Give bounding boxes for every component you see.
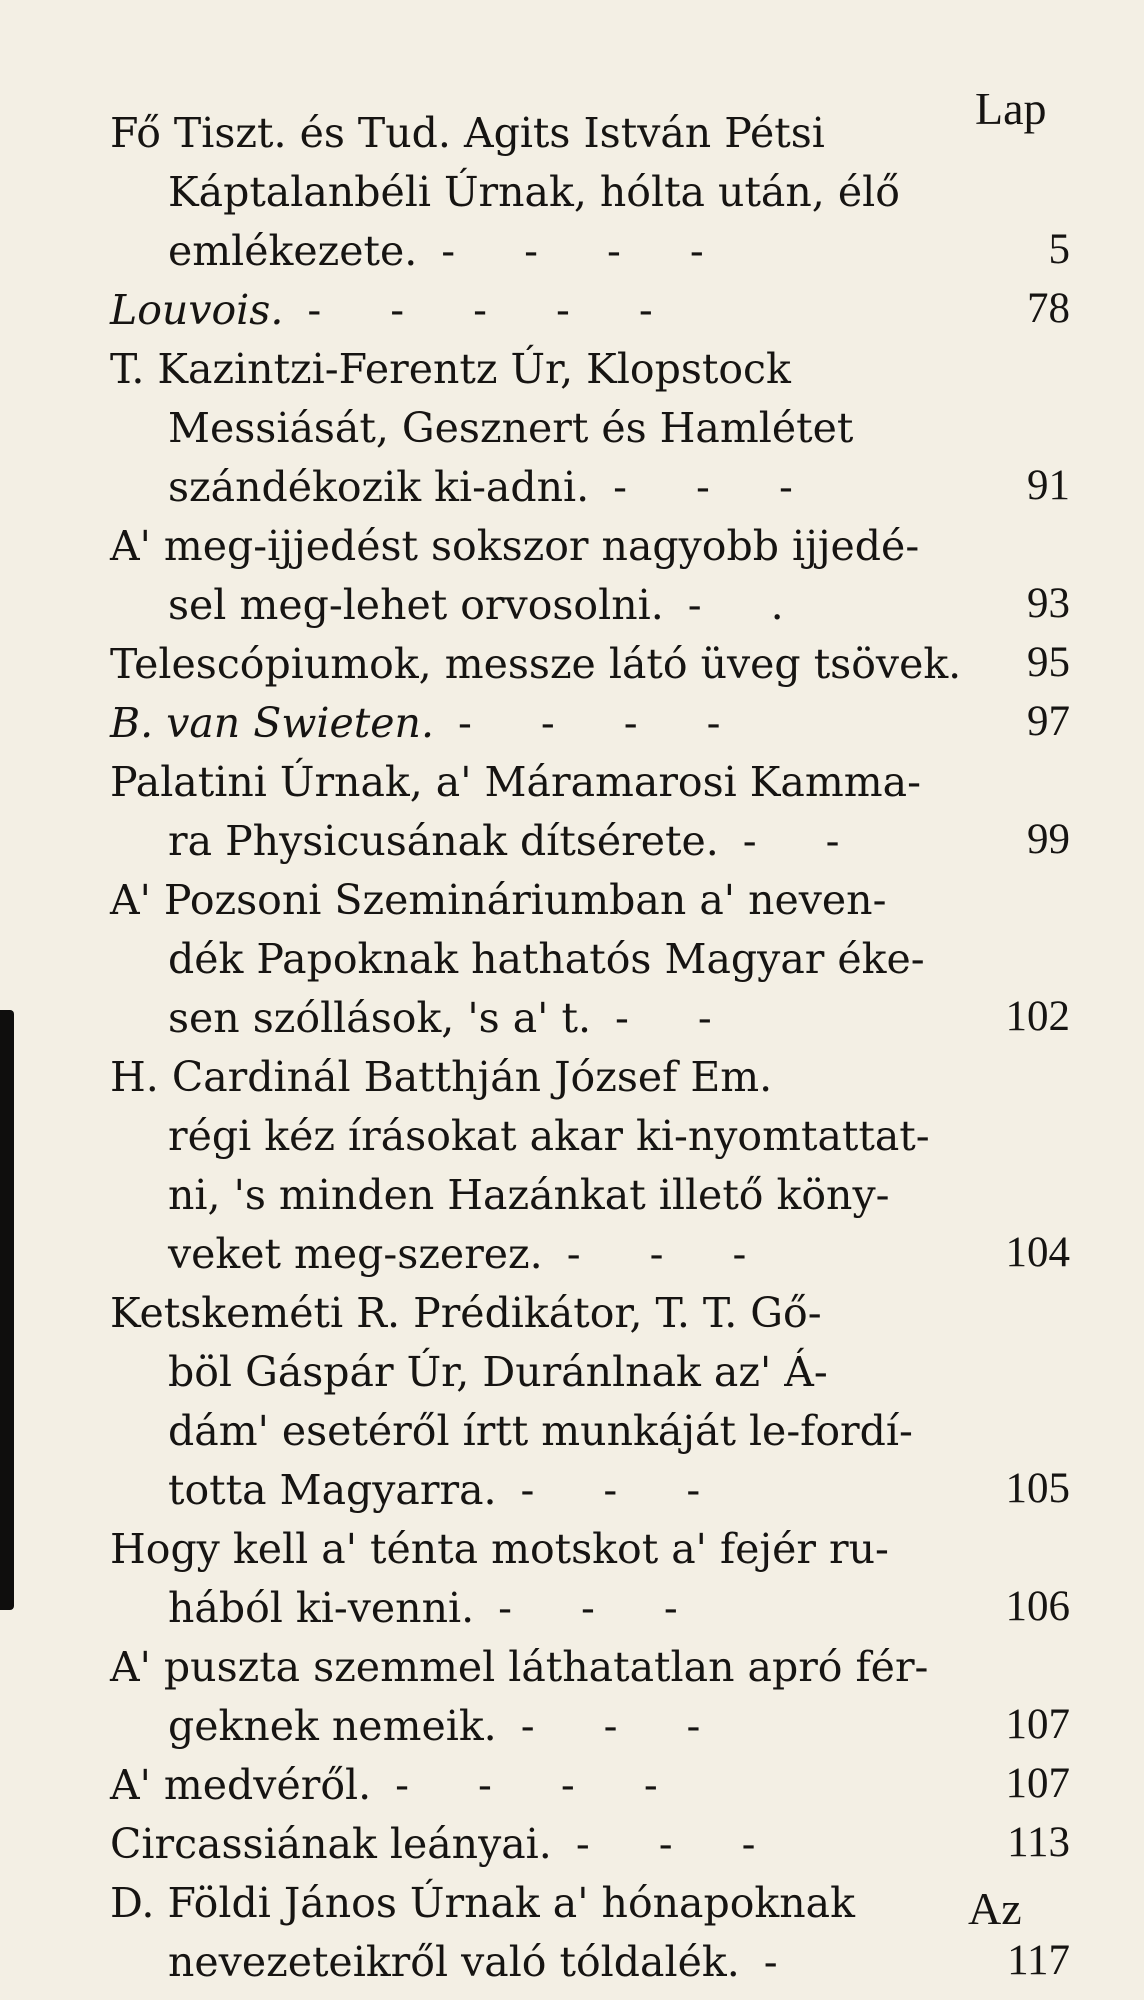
entry-line bbox=[110, 1815, 1070, 1874]
leader-dashes: - - - bbox=[520, 1466, 701, 1514]
leader-dashes: - - bbox=[742, 817, 840, 865]
toc-entry bbox=[110, 1520, 1070, 1638]
toc-entry bbox=[110, 104, 1070, 281]
leader-dashes: - - bbox=[614, 994, 712, 1042]
entry-line bbox=[110, 458, 1070, 517]
entry-line bbox=[110, 281, 1070, 340]
entry-line: D. Földi János Úrnak a' hónapoknak bbox=[110, 1879, 855, 1927]
leader-dashes: - . bbox=[687, 581, 784, 629]
page-number: 107 bbox=[1005, 1760, 1070, 1807]
entry-line: Hogy kell a' ténta motskot a' fejér ru- bbox=[110, 1525, 889, 1573]
toc-entry bbox=[110, 871, 1070, 1048]
entry-line bbox=[110, 1756, 1070, 1815]
entry-line: A' puszta szemmel láthatatlan apró fér- bbox=[110, 1643, 929, 1691]
entry-line: böl Gáspár Úr, Duránlnak az' Á- bbox=[168, 1348, 828, 1396]
entry-line: dék Papoknak hathatós Magyar éke- bbox=[168, 935, 925, 983]
entry-line-text: hából ki-venni. bbox=[168, 1584, 475, 1632]
entry-line-text: sel meg-lehet orvosolni. bbox=[168, 581, 664, 629]
entry-line: Palatini Úrnak, a' Máramarosi Kamma- bbox=[110, 758, 921, 806]
entry-line bbox=[110, 1461, 1070, 1520]
entry-line-text: Circassiának leányai. bbox=[110, 1820, 552, 1868]
leader-dashes: - - - - - bbox=[307, 286, 653, 334]
entry-line: T. Kazintzi-Ferentz Úr, Klopstock bbox=[110, 345, 791, 393]
entry-line-text: Telescópiumok, messze látó üveg tsövek. bbox=[110, 640, 962, 688]
page-number: 91 bbox=[1027, 462, 1070, 509]
page-number: 107 bbox=[1005, 1701, 1070, 1748]
entry-line-text: nevezeteikről való tóldalék. bbox=[168, 1938, 740, 1986]
toc-entry bbox=[110, 1284, 1070, 1520]
entry-line-text: A' medvéről. bbox=[110, 1761, 372, 1809]
entry-line bbox=[110, 635, 1070, 694]
page-number: 99 bbox=[1027, 816, 1070, 863]
page-number: 102 bbox=[1005, 993, 1070, 1040]
entry-line-text: sen szóllások, 's a' t. bbox=[168, 994, 591, 1042]
entry-line: régi kéz írásokat akar ki-nyomtattat- bbox=[168, 1112, 930, 1160]
page-number: 104 bbox=[1005, 1229, 1070, 1276]
catchword: Az bbox=[968, 1883, 1022, 1934]
entry-line bbox=[110, 694, 1070, 753]
page-number: 117 bbox=[1007, 1937, 1070, 1984]
page-number: 106 bbox=[1005, 1583, 1070, 1630]
entry-line-text: emlékezete. bbox=[168, 227, 418, 275]
entry-line-text: veket meg-szerez. bbox=[168, 1230, 543, 1278]
page-number: 105 bbox=[1005, 1465, 1070, 1512]
entry-line: Fő Tiszt. és Tud. Agits István Pétsi bbox=[110, 109, 825, 157]
page-edge-shadow bbox=[0, 1010, 14, 1610]
entry-line: A' Pozsoni Szemináriumban a' neven- bbox=[110, 876, 887, 924]
toc-entry bbox=[110, 1048, 1070, 1284]
page-number: 78 bbox=[1027, 285, 1070, 332]
leader-dashes: - - - bbox=[575, 1820, 756, 1868]
toc-entry bbox=[110, 1756, 1070, 1815]
entry-line bbox=[110, 1579, 1070, 1638]
toc-entry bbox=[110, 340, 1070, 517]
entry-line: ni, 's minden Hazánkat illető köny- bbox=[168, 1171, 890, 1219]
entry-line: Káptalanbéli Úrnak, hólta után, élő bbox=[168, 168, 900, 216]
leader-dashes: - - - bbox=[613, 463, 793, 511]
leader-dashes: - bbox=[763, 1938, 778, 1986]
entry-line: Ketskeméti R. Prédikátor, T. T. Gő- bbox=[110, 1289, 822, 1337]
entry-line bbox=[110, 1697, 1070, 1756]
entry-line-text: totta Magyarra. bbox=[168, 1466, 497, 1514]
entry-line-text: szándékozik ki-adni. bbox=[168, 463, 590, 511]
toc-entry bbox=[110, 281, 1070, 340]
toc-entry bbox=[110, 635, 1070, 694]
entry-line-text: B. van Swieten. bbox=[110, 699, 434, 747]
leader-dashes: - - - bbox=[520, 1702, 701, 1750]
entry-line-text: ra Physicusának dítsérete. bbox=[168, 817, 719, 865]
table-of-contents bbox=[110, 104, 1070, 1992]
entry-line-text: geknek nemeik. bbox=[168, 1702, 497, 1750]
entry-line: A' meg-ijjedést sokszor nagyobb ijjedé- bbox=[110, 522, 920, 570]
page-number: 93 bbox=[1027, 580, 1070, 627]
toc-entry bbox=[110, 1638, 1070, 1756]
entry-line: dám' esetéről írtt munkáját le-fordí- bbox=[168, 1407, 913, 1455]
toc-entry bbox=[110, 753, 1070, 871]
entry-line bbox=[110, 1933, 1070, 1992]
entry-line bbox=[110, 989, 1070, 1048]
entry-line bbox=[110, 812, 1070, 871]
page-column-header: Lap bbox=[975, 83, 1047, 134]
leader-dashes: - - - - bbox=[395, 1761, 658, 1809]
entry-line bbox=[110, 576, 1070, 635]
leader-dashes: - - - - bbox=[457, 699, 721, 747]
entry-line: Messiását, Gesznert és Hamlétet bbox=[168, 404, 854, 452]
entry-line bbox=[110, 1225, 1070, 1284]
leader-dashes: - - - bbox=[498, 1584, 678, 1632]
page-number: 97 bbox=[1027, 698, 1070, 745]
entry-line: H. Cardinál Batthján József Em. bbox=[110, 1053, 773, 1101]
toc-entry bbox=[110, 517, 1070, 635]
page-number: 5 bbox=[1048, 226, 1070, 273]
leader-dashes: - - - bbox=[566, 1230, 747, 1278]
page-number: 113 bbox=[1007, 1819, 1070, 1866]
toc-entry bbox=[110, 694, 1070, 753]
entry-line bbox=[110, 222, 1070, 281]
leader-dashes: - - - - bbox=[441, 227, 704, 275]
entry-line-text: Louvois. bbox=[110, 286, 284, 334]
page-number: 95 bbox=[1027, 639, 1070, 686]
toc-entry bbox=[110, 1874, 1070, 1992]
toc-entry bbox=[110, 1815, 1070, 1874]
